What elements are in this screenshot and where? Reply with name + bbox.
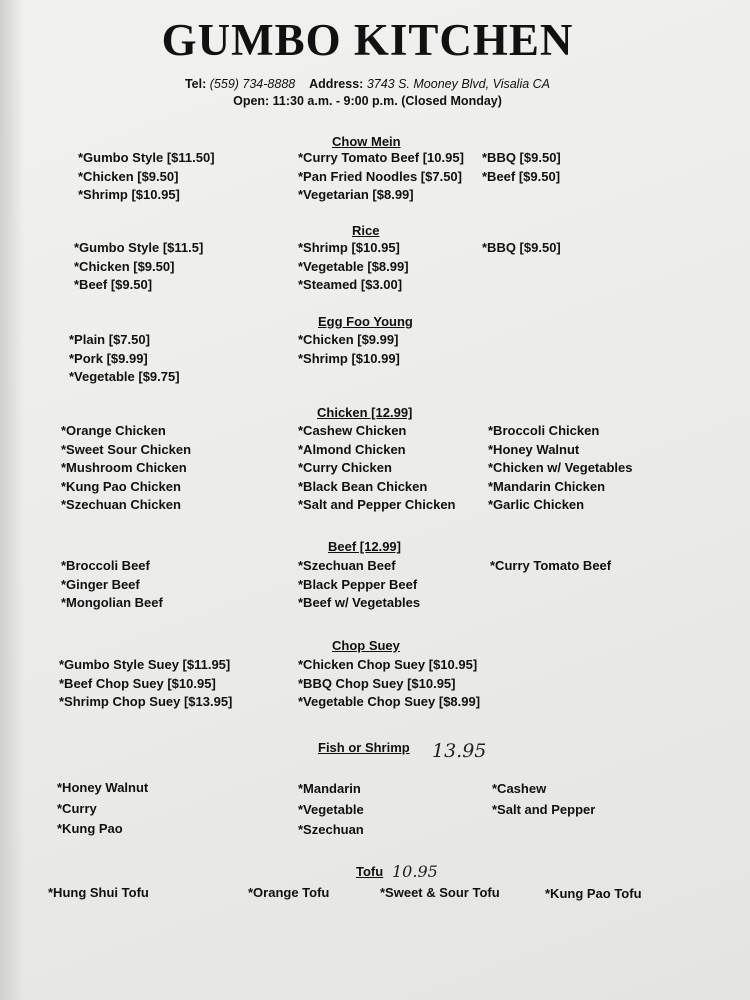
- tel-label: Tel:: [184, 77, 207, 91]
- menu-item: *Curry Tomato Beef [10.95]: [298, 150, 464, 165]
- rice-col-1: [74, 239, 203, 295]
- menu-item: *Curry Chicken: [298, 460, 392, 475]
- menu-item: *Pork [$9.99]: [69, 350, 148, 366]
- chop-suey-col-1: [59, 656, 232, 712]
- rice-col-3: [482, 239, 561, 258]
- menu-item: *Beef [$9.50]: [74, 277, 153, 292]
- menu-item: *Kung Pao Tofu: [545, 886, 642, 901]
- menu-item: *Curry: [57, 800, 97, 816]
- menu-item: *Vegetable Chop Suey [$8.99]: [298, 694, 481, 709]
- menu-item: *Cashew: [492, 781, 547, 796]
- contact-line: [0, 77, 735, 91]
- opening-hours: Open: 11:30 a.m. - 9:00 p.m. (Closed Monday): [233, 94, 502, 108]
- menu-item: *Orange Chicken: [61, 423, 166, 438]
- egg-foo-young-col-2: [298, 331, 400, 368]
- menu-item: *Vegetable [$8.99]: [298, 258, 409, 274]
- menu-item: *Ginger Beef: [61, 576, 140, 592]
- section-title-beef: Beef [12.99]: [328, 539, 401, 554]
- menu-item: *Vegetable: [298, 801, 364, 817]
- beef-col-1: [61, 557, 163, 613]
- menu-item: *Beef Chop Suey [$10.95]: [59, 675, 216, 691]
- menu-item: *Curry Tomato Beef: [490, 558, 612, 573]
- menu-item: *Kung Pao Chicken: [61, 478, 181, 494]
- menu-item: *Vegetable [$9.75]: [69, 369, 180, 384]
- menu-item: *Cashew Chicken: [298, 423, 407, 438]
- menu-item: *BBQ Chop Suey [$10.95]: [298, 675, 456, 691]
- menu-item: *Mandarin: [298, 781, 361, 796]
- section-title-tofu: Tofu: [356, 864, 384, 879]
- menu-item: *Chicken [$9.50]: [74, 258, 175, 274]
- menu-item: *BBQ [$9.50]: [482, 150, 561, 165]
- tel-number: (559) 734-8888: [209, 77, 296, 91]
- menu-item: *Beef [$9.50]: [482, 168, 561, 184]
- menu-item: *Beef w/ Vegetables: [298, 595, 421, 610]
- menu-item: *Shrimp [$10.95]: [78, 187, 180, 202]
- section-title-rice: Rice: [352, 223, 380, 238]
- menu-item: *Gumbo Style [$11.5]: [74, 240, 204, 255]
- section-title-chop-suey: Chop Suey: [332, 638, 400, 653]
- menu-item: *Plain [$7.50]: [69, 332, 150, 347]
- menu-item: *Salt and Pepper: [492, 801, 596, 817]
- section-title-chicken: Chicken [12.99]: [317, 405, 413, 420]
- menu-item: *BBQ [$9.50]: [482, 240, 561, 255]
- paper-edge-shadow: [0, 0, 24, 1000]
- menu-item: *Broccoli Beef: [61, 558, 150, 573]
- menu-item: *Garlic Chicken: [488, 497, 585, 512]
- menu-item: *Chicken Chop Suey [$10.95]: [298, 657, 478, 672]
- menu-item: *Sweet & Sour Tofu: [380, 885, 500, 900]
- menu-item: *Black Bean Chicken: [298, 478, 428, 494]
- menu-item: *Black Pepper Beef: [298, 576, 418, 592]
- menu-item: *Mongolian Beef: [61, 595, 163, 610]
- menu-item: *Chicken [$9.99]: [298, 332, 399, 347]
- menu-item: *Sweet Sour Chicken: [61, 441, 192, 457]
- menu-item: *Shrimp Chop Suey [$13.95]: [59, 694, 233, 709]
- beef-col-2: [298, 557, 420, 613]
- chicken-col-1: [61, 422, 191, 515]
- menu-item: *Vegetarian [$8.99]: [298, 187, 414, 202]
- rice-col-2: [298, 239, 409, 295]
- fish-col-1: [57, 779, 148, 841]
- chow-mein-col-2: [298, 149, 464, 205]
- chow-mein-col-3: [482, 149, 561, 186]
- restaurant-title: GUMBO KITCHEN: [161, 15, 574, 65]
- menu-item: *Hung Shui Tofu: [48, 885, 149, 900]
- menu-item: *Broccoli Chicken: [488, 423, 600, 438]
- menu-item: *Chicken [$9.50]: [78, 168, 179, 184]
- menu-item: *Honey Walnut: [57, 780, 149, 795]
- menu-item: *Shrimp [$10.95]: [298, 240, 400, 255]
- chicken-col-3: [488, 422, 633, 515]
- menu-item: *Gumbo Style Suey [$11.95]: [59, 657, 231, 672]
- menu-item: *Mandarin Chicken: [488, 478, 606, 494]
- address-label: Address:: [309, 77, 364, 91]
- handwritten-price-tofu: 10.95: [392, 862, 438, 881]
- section-title-egg-foo-young: Egg Foo Young: [318, 314, 413, 329]
- menu-item: *Pan Fried Noodles [$7.50]: [298, 168, 462, 184]
- handwritten-price-fish: 13.95: [432, 740, 487, 762]
- section-title-fish-or-shrimp: Fish or Shrimp: [318, 740, 410, 755]
- menu-item: *Almond Chicken: [298, 441, 406, 457]
- chow-mein-col-1: [78, 149, 215, 205]
- menu-item: *Szechuan Chicken: [61, 497, 181, 512]
- chop-suey-col-2: [298, 656, 480, 712]
- section-title-chow-mein: Chow Mein: [332, 134, 401, 149]
- address-value: 3743 S. Mooney Blvd, Visalia CA: [366, 77, 551, 91]
- menu-item: *Szechuan Beef: [298, 558, 396, 573]
- fish-col-3: [492, 780, 595, 821]
- chicken-col-2: [298, 422, 456, 515]
- menu-item: *Steamed [$3.00]: [298, 277, 403, 292]
- menu-item: *Salt and Pepper Chicken: [298, 497, 456, 512]
- egg-foo-young-col-1: [69, 331, 180, 387]
- menu-item: *Mushroom Chicken: [61, 460, 187, 475]
- fish-col-2: [298, 780, 364, 842]
- menu-item: *Szechuan: [298, 822, 364, 837]
- menu-item: *Chicken w/ Vegetables: [488, 460, 633, 475]
- menu-item: *Kung Pao: [57, 821, 123, 836]
- menu-item: *Gumbo Style [$11.50]: [78, 150, 215, 165]
- menu-item: *Honey Walnut: [488, 441, 580, 457]
- beef-col-3: [490, 557, 611, 576]
- menu-item: *Orange Tofu: [248, 885, 330, 900]
- menu-item: *Shrimp [$10.99]: [298, 350, 400, 366]
